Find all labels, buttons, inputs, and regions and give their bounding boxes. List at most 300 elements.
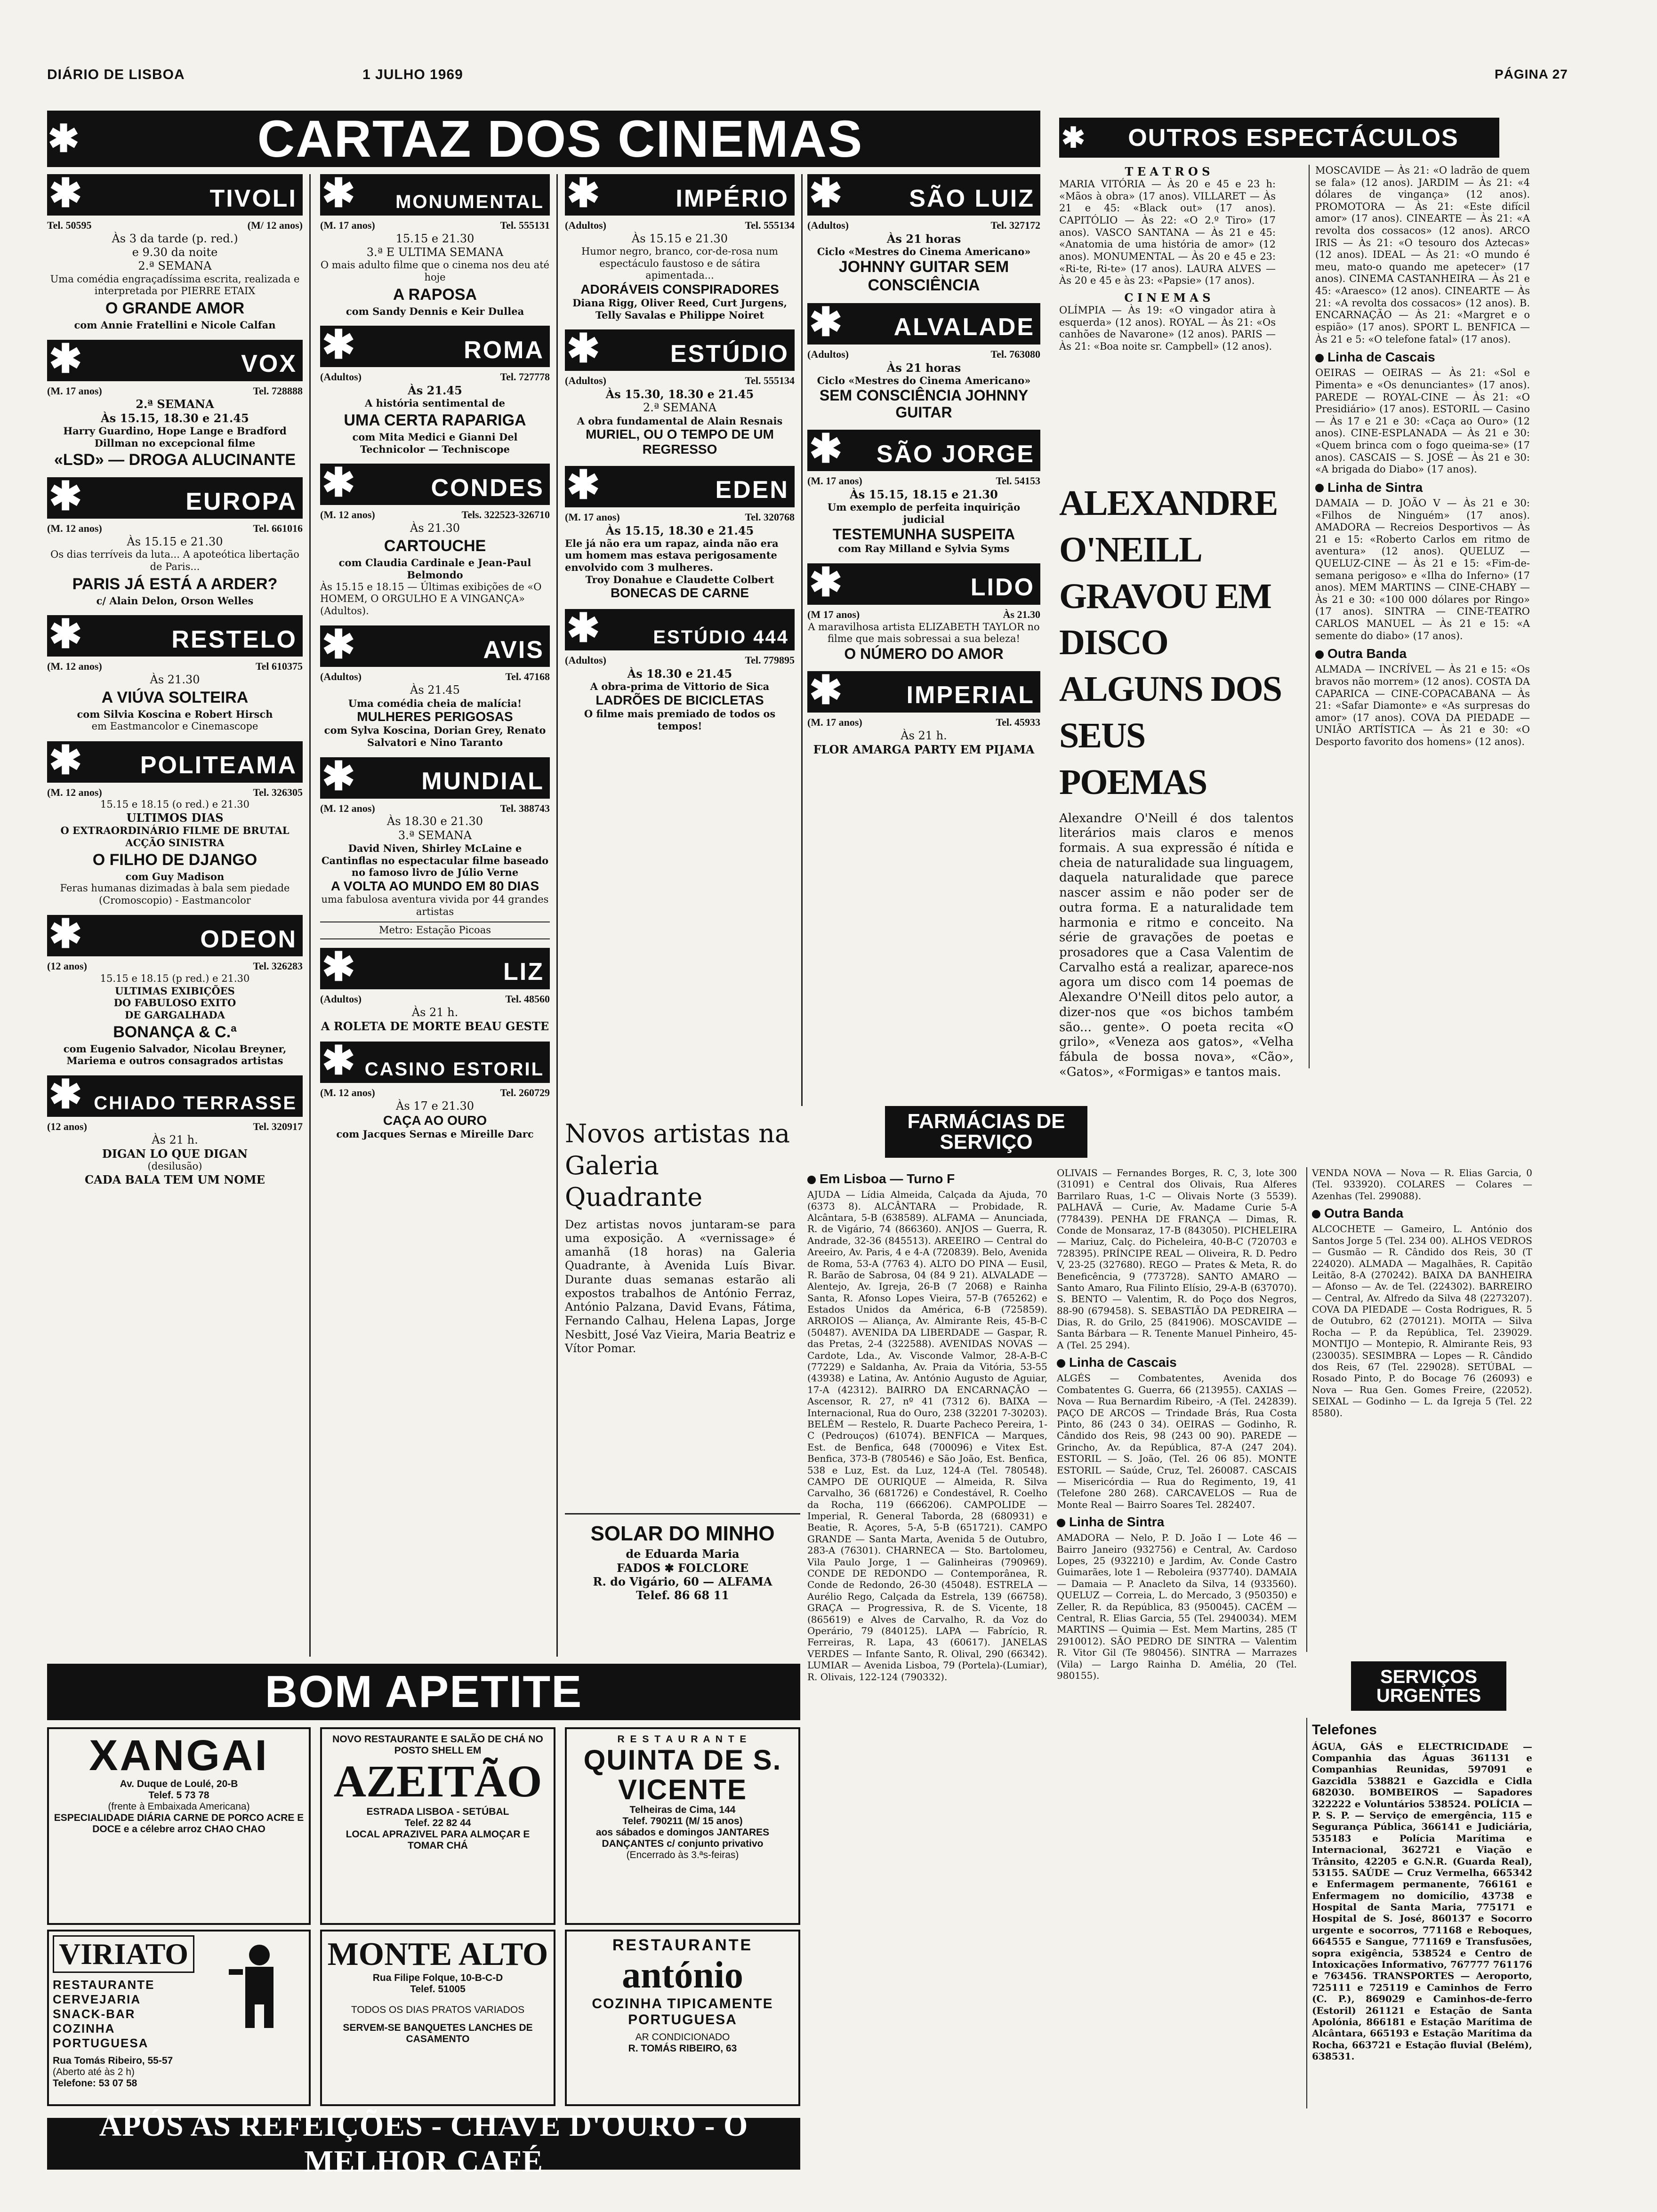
cinema-tel: Tel. 47168 [505,671,550,683]
film-title: JOHNNY GUITAR SEM CONSCIÊNCIA [838,257,1009,294]
farmacias-header: FARMÁCIAS DE SERVIÇO [885,1106,1087,1158]
cinema-tel: Tel. 48560 [505,993,550,1005]
film-title: ADORÁVEIS CONSPIRADORES [580,281,779,297]
cinema-chiado [47,1072,303,1186]
viriato-desc: RESTAURANTE CERVEJARIA SNACK-BAR COZINHA PORTUGUESA [53,1978,155,2050]
montealto-name: MONTE ALTO [327,1936,548,1972]
film-title: O FILHO DE DJANGO [92,850,257,869]
film-title: BONECAS DE CARNE [610,585,749,601]
film-cast: Harry Guardino, Hope Lange e Bradford Dillman no excepcional filme [63,425,287,449]
cinema-desc: Um exemplo de perfeita inquirição judicial [827,501,1021,525]
cinema-age: (Adultos) [565,219,607,231]
asterisk-icon: ✱ [809,426,843,471]
film-title: CADA BALA TEM UM NOME [85,1172,265,1186]
cinema-tel: Tel 610375 [255,660,303,673]
quinta-name: QUINTA DE S. VICENTE [583,1744,782,1805]
cinema-desc: ULTIMAS EXIBIÇÕES [115,985,235,997]
cinema-age: (12 anos) [47,960,87,972]
solar-ad [565,1513,800,1654]
cinema-times: Às 15.30, 18.30 e 21.45 [605,387,754,401]
cinema-mundial [320,753,550,939]
asterisk-icon: ✱ [809,299,843,344]
cartaz-banner [47,111,1040,167]
cascais-list: ALGÉS — Combatentes, Avenida dos Combatentes G. Guerra, 66 (213955). CAXIAS — Nova — Rua Bernardim Ribeiro, -A (Tel. 242839). PAÇO DE ARCOS — Trindade Brás, Rua Costa Pinto, 86 (243 0 34). OEIRAS — Godinho, R. Cândido dos Reis, 98 (243 00 90). PAREDE — Grincho, Av. da República, 87-A (247 204). ESTORIL — S. João, (Tel. 26 06 85). MONTE ESTORIL — Saúde, Cruz, Tel. 260087. CASCAIS — Misericórdia — Rua do Regimento, 19, 41 (Telefone 280 268). CARCAVELOS — Rua de Monte Real — Bairro Soares Tel. 282407. [1057,1372,1297,1510]
viriato-tel: Telefone: 53 07 58 [53,2078,137,2089]
film-title: O NÚMERO DO AMOR [844,645,1004,662]
urgentes-column [1306,1718,1532,2108]
cinema-desc: Uma comédia engraçadíssima escrita, realizada e interpretada por PIERRE ETAIX [50,273,300,297]
cinema-tel: Tel. 763080 [990,348,1040,360]
cinema-times: Às 21 horas [886,361,961,375]
cinema-tel: Tel. 555131 [500,219,550,231]
film-cast: com Silvia Koscina e Robert Hirsch [77,708,273,721]
asterisk-icon: ✱ [48,118,80,160]
cinema-name: LIDO [970,574,1035,601]
cinema-times: Às 15.15 e 21.30 [631,232,728,245]
cinema-desc: Uma comédia cheia de malícia! [348,697,522,709]
cinema-age: (12 anos) [47,1120,87,1132]
asterisk-icon: ✱ [567,326,600,371]
cinema-desc: Ciclo «Mestres do Cinema Americano» [817,246,1031,258]
cinema-name: EDEN [715,476,789,504]
film-title: CAÇA AO OURO [383,1113,487,1128]
issue-date: 1 JULHO 1969 [362,67,463,82]
sintra-list: DAMAIA — D. JOÃO V — Às 21 e 30: «Filhos de Ninguém» (17 anos). AMADORA — Recreios Desportivos — Às 21 e 15: «Roberto Carlos em ritmo de aventura» (12 anos). QUELUZ — QUELUZ-CINE — Às 21 e 15: «Fim-de-semana perigoso» e «Ilha do Inferno» (17 anos). MEM MARTINS — CINE-CHABY — Às 21 e 30: «100 000 dólares por Ringo» (17 anos). SINTRA — CINE-TEATRO CARLOS MANUEL — Às 21 e 15: «A semente do diabo» (17 anos). [1315,497,1530,641]
cinema-age: (Adultos) [565,654,607,666]
cinema-times: e 9.30 da noite [132,246,218,259]
cinema-times: Às 21.45 [408,384,462,398]
cinema-tel: Tel. 54153 [996,475,1040,487]
solar-owner: de Eduarda Maria [626,1547,740,1561]
sintra-heading: Linha de Sintra [1327,480,1423,495]
cinema-name: CASINO ESTORIL [364,1059,544,1080]
solar-title: SOLAR DO MINHO [590,1522,775,1545]
cinema-desc: Ele já não era um rapaz, ainda não era um homem mas estava perigosamente envolvido com 3 mulheres. [565,537,779,573]
quinta-addr: Telheiras de Cima, 144 [629,1804,736,1815]
viriato-ad [47,1930,311,2106]
azeitao-road: ESTRADA LISBOA - SETÚBAL [366,1806,509,1817]
asterisk-icon: ✱ [809,560,843,604]
bullet-icon [1315,650,1324,659]
montealto-tel: Telef. 51005 [410,1984,466,1995]
cinema-age: (Adultos) [565,375,607,387]
cinema-eden [565,462,795,601]
cinema-age: (M. 17 anos) [807,475,862,487]
asterisk-icon: ✱ [322,622,355,667]
bullet-icon [1315,484,1324,492]
apetite-title: BOM APETITE [265,1667,583,1717]
cinema-avis [320,622,550,748]
outros-cinema-list: MOSCAVIDE — Às 21: «O ladrão de quem se fala» (12 anos). JARDIM — Às 21: «4 dólares de vingança» (12 anos). PROMOTORA — Às 21: «Este difícil amor» (17 anos). CINEARTE — Às 21: «A revolta dos cossacos» (12 anos). ARCO IRIS — Às 21: «O tesouro dos Aztecas» (12 anos). IDEAL — Às 21: «O mundo é meu, mato-o quando me apetecer» (17 anos). CINEMA CASTANHEIRA — Às 21 e 45: «Araesco» (12 anos). CINEARTE — Às 21: «A revolta dos cossacos» (12 anos). B. ENCARNAÇÃO — Às 21: «Margret e o espião» (17 anos). SPORT L. BENFICA — Às 21 e 5: «O telefone fatal» (17 anos). [1315,165,1530,345]
article-title: Novos artistas na Galeria Quadrante [565,1119,790,1212]
cinema-times: Às 15.15 e 21.30 [127,535,223,549]
sintra-heading: Linha de Sintra [1069,1515,1165,1530]
cinema-tel: Tels. 322523-326710 [461,509,550,521]
cinema-tel: Tel. 555134 [745,219,795,231]
cinema-age: (Adultos) [320,671,362,683]
azeitao-desc: LOCAL APRAZIVEL PARA ALMOÇAR E TOMAR CHÁ [346,1828,530,1851]
outros-title: OUTROS ESPECTÁCULOS [1128,124,1459,152]
cinema-column-4 [807,171,1040,1087]
cinema-desc: DO FABULOSO EXITO [113,997,236,1009]
asterisk-icon: ✱ [49,912,82,956]
quinta-desc: aos sábados e domingos JANTARES DANÇANTES c/ conjunto privativo [595,1827,770,1849]
article-body: Alexandre O'Neill é dos talentos literários mais claros e menos formais. A sua expressão é nítida e cheia de naturalidade sua linguagem, daquela naturalidade que parece nascer assim e não poder ser de outra forma. E a naturalidade tem harmonia e ritmo e conceito. Na série de gravações de poetas e prosadores que a Casa Valentim de Carvalho está a realizar, aparece-nos agora um disco com 14 poemas de Alexandre O'Neill ditos pelo autor, a dizer-nos que «os bichos também são... gente». O poeta recita «O grilo», «Veneza aos gatos», «Velha fábula de bossa nova», «Cão», «Gatos», «Formigas» e tantos mais. [1059,811,1294,1079]
banda-heading: Outra Banda [1324,1206,1404,1221]
cinema-desc: uma fabulosa aventura vivida por 44 grandes artistas [321,893,549,917]
asterisk-icon: ✱ [49,474,82,519]
film-title: TESTEMUNHA SUSPEITA [832,525,1015,543]
asterisk-icon: ✱ [322,753,355,798]
cinema-age: (M. 12 anos) [320,509,375,521]
cinema-saoluiz [807,171,1040,295]
quinta-ad [565,1727,800,1925]
quinta-top: R E S T A U R A N T E [617,1734,748,1745]
cinema-politeama [47,737,303,907]
cinema-desc: O filme mais premiado de todos os tempos! [584,708,776,732]
antonio-top: RESTAURANTE [612,1936,753,1954]
cinema-desc: DE GARGALHADA [125,1009,225,1021]
cinema-name: ODEON [200,925,297,953]
cinema-name: ROMA [464,336,544,364]
cinema-tel: Tel. 728888 [253,385,303,397]
cinema-name: IMPÉRIO [676,184,789,212]
cinema-age: (M/ 12 anos) [247,219,303,231]
bullet-icon [807,1176,816,1184]
cinema-estudio [565,326,795,457]
xangai-ad [47,1727,311,1925]
cinema-age: (Adultos) [807,348,849,360]
cinema-desc: A obra fundamental de Alain Resnais [577,415,783,427]
cinema-times: Às 21 h. [901,729,947,742]
film-cast: com Sylva Koscina, Dorian Grey, Renato Salvatori e Nino Taranto [324,724,546,748]
cinema-estudio444 [565,606,795,732]
article-title: ALEXANDRE O'NEILL GRAVOU EM DISCO ALGUNS DOS SEUS POEMAS [1059,483,1281,802]
oneill-article [1059,480,1299,1079]
metro-note: Metro: Estação Picoas [320,922,550,939]
asterisk-icon: ✱ [567,171,600,215]
cinema-name: CHIADO TERRASSE [94,1093,297,1114]
cinema-tel: Tel. 320768 [745,511,795,523]
film-title: CARTOUCHE [384,537,486,555]
cinema-age: (M. 12 anos) [320,802,375,814]
urgentes-header: SERVIÇOS URGENTES [1351,1661,1506,1711]
cinema-tel: Tel. 661016 [253,522,303,535]
film-format: em Eastmancolor e Cinemascope [91,720,258,732]
cinema-europa [47,474,303,607]
azeitao-top: NOVO RESTAURANTE E SALÃO DE CHÁ NO POSTO SHELL EM [332,1734,543,1756]
cinema-tel: Tel. 50595 [47,219,92,231]
telefones-heading: Telefones [1312,1722,1377,1738]
cinema-name: CONDES [431,474,544,502]
cinema-name: AVIS [483,636,544,664]
film-cast: com Annie Fratellini e Nicole Calfan [74,319,276,331]
cinema-desc: Os dias terríveis da luta... A apoteótica libertação de Paris... [50,549,299,572]
asterisk-icon: ✱ [49,1072,82,1116]
article-body: Dez artistas novos juntaram-se para uma exposição. A «vernissage» é amanhã (18 horas) na Galeria Quadrante, à Avenida Luís Bivar. Durante duas semanas estarão ali expostos trabalhos de António Ferraz, António Palzana, David Evans, Fátima, Fernando Calhau, Helena Lapas, Jorge Nesbitt, José Vaz Vieira, Maria Beatriz e Vítor Pomar. [565,1218,796,1355]
cinema-lido [807,560,1040,663]
cinema-desc: Ciclo «Mestres do Cinema Americano» [817,374,1031,386]
antonio-ad [565,1930,800,2106]
antonio-ac: AR CONDICIONADO [635,2032,730,2043]
film-cast: c/ Alain Delon, Orson Welles [96,594,254,607]
film-cast: Diana Rigg, Oliver Reed, Curt Jurgens, Telly Savalas e Philippe Noiret [572,297,787,321]
outros-column-2 [1309,165,1530,1068]
bullet-icon [1057,1359,1065,1368]
cinema-name: SÃO LUIZ [909,184,1035,212]
montealto-addr: Rua Filipe Folque, 10-B-C-D [372,1972,503,1983]
xangai-desc: ESPECIALIDADE DIÁRIA CARNE DE PORCO ACRE E DOCE e a célebre arroz CHAO CHAO [54,1812,304,1835]
cinema-times: 15.15 e 18.15 (o red.) e 21.30 [100,799,249,810]
montealto-ad [320,1930,555,2106]
cinema-name: ESTÚDIO 444 [653,626,789,648]
cinema-age: (M. 17 anos) [320,219,375,231]
cinema-name: LIZ [503,958,544,986]
cinema-name: POLITEAMA [140,752,297,779]
cinemas-heading: C I N E M A S [1124,290,1211,305]
cinema-imperio [565,171,795,321]
cinema-desc: Feras humanas dizimadas à bala sem piedade [60,882,290,894]
cascais-heading: Linha de Cascais [1327,350,1435,365]
cinema-name: RESTELO [171,625,297,653]
solar-fados: FADOS ✱ FOLCLORE [616,1561,749,1575]
cinema-odeon [47,912,303,1067]
cinema-times: 15.15 e 21.30 [395,232,475,245]
cinema-times: Às 3 da tarde (p. red.) [112,232,238,245]
cinema-age: (M. 12 anos) [47,522,102,535]
azeitao-name: AZEITÃO [333,1756,542,1806]
asterisk-icon: ✱ [322,460,355,505]
cinema-tel: Tel. 327172 [990,219,1040,231]
film-subtitle: (desilusão) [147,1161,202,1172]
cinema-tel: Tel. 555134 [745,375,795,387]
cinema-desc: A história sentimental de [365,397,505,409]
cinema-age: (M. 12 anos) [47,786,102,798]
quinta-note: (Encerrado às 3.ªs-feiras) [626,1850,739,1860]
cinema-name: ESTÚDIO [670,340,789,368]
farmacias-column-2 [1057,1167,1302,2108]
cinema-column-3 [565,171,803,1106]
cinema-days: ULTIMOS DIAS [126,811,224,825]
film-title: MULHERES PERIGOSAS [357,709,513,724]
outros-column-1 [1059,165,1280,480]
cinema-times: Às 21.30 [410,521,460,535]
cinema-week: 2.ª SEMANA [136,397,214,411]
cinema-age: (Adultos) [320,371,362,383]
asterisk-icon: ✱ [567,606,600,650]
film-cast: com Sandy Dennis e Keir Dullea [346,305,524,317]
film-title: A RAPOSA [393,285,477,304]
banda-heading: Outra Banda [1327,646,1407,661]
asterisk-icon: ✱ [567,462,600,507]
cinema-monumental [320,171,550,317]
cinema-tel: Tel. 727778 [500,371,550,383]
xangai-note: (frente à Embaixada Americana) [108,1801,250,1812]
cinema-tel: Tel. 45933 [996,716,1040,728]
xangai-tel: Telef. 5 73 78 [148,1789,209,1801]
cinema-name: ALVALADE [893,313,1035,341]
film-title: SEM CONSCIÊNCIA JOHNNY GUITAR [819,386,1029,421]
cinema-times: Às 15.15, 18.30 e 21.45 [605,523,754,537]
cinema-week: 2.ª SEMANA [138,259,212,273]
cinema-times: 15.15 e 18.15 (p red.) e 21.30 [100,973,250,985]
film-cast: com Mita Medici e Gianni Del Technicolor — Techniscope [352,431,518,455]
asterisk-icon: ✱ [1061,121,1086,153]
cinema-name: IMPERIAL [906,681,1035,709]
film-cast: com Guy Madison [125,870,225,882]
montealto-desc2: SERVEM-SE BANQUETES LANCHES DE CASAMENTO [343,2022,533,2044]
cinema-roma [320,322,550,455]
cinema-age: (M. 12 anos) [320,1087,375,1099]
solar-address: R. do Vigário, 60 — ALFAMA [593,1574,772,1588]
film-title: UMA CERTA RAPARIGA [344,411,526,429]
cinema-saojorge [807,426,1040,555]
antonio-desc: COZINHA TIPICAMENTE PORTUGUESA [592,1996,773,2028]
cinema-column-2 [320,171,558,1657]
film-title: «LSD» — DROGA ALUCINANTE [54,451,296,469]
cinema-tel: Tel. 326305 [253,786,303,798]
bullet-icon [1315,354,1324,362]
apetite-banner [47,1664,800,1720]
page-number: PÁGINA 27 [1495,67,1568,81]
cinema-condes [320,460,550,617]
telefones-list: ÁGUA, GÁS e ELECTRICIDADE — Companhia das Águas 361131 e Companhias Reunidas, 597091 e Gazcidla 538821 e Gazcidla e Cidla 682030. BOMBEIROS — Sapadores 322222 e Voluntários 538524. POLÍCIA — P. S. P. — Serviço de emergência, 115 e Segurança Pública, 366141 e Judiciária, 535183 e Polícia Marítima e Internacional, 362721 e Viação e Trânsito, 42205 e G.N.R. (Guarda Real), 53155. SAÚDE — Cruz Vermelha, 665342 e Enfermagem permanente, 766161 e Enfermagem no domicílio, 43738 e Hospital de Santa Maria, 775171 e Hospital de S. José, 860137 e Socorro urgente e socorros, 771168 e Reboques, 664555 e Sangue, 771169 e Transfusões, sopra exigência, 538524 e Centro de Intoxicações Informativo, 767777 761176 e 763456. TRANSPORTES — Aeroporto, 725111 e 725119 e Caminhos de Ferro (C. P.), 869029 e Caminhos-de-ferro (Estoril) 261121 e Estação de Santa Apolónia, 866181 e Estação Marítima de Alcântara, 665193 e Estação Marítima da Rocha, 663721 e Estação fluvial (Belém), 638531. [1312,1740,1532,2062]
viriato-statue-icon [219,1941,299,2030]
banda-list: ALCOCHETE — Gameiro, L. António dos Santos Jorge 5 (Tel. 234 00). ALHOS VEDROS — Gusmão — R. Cândido dos Reis, 30 (T 224020). ALMADA — Magalhães, R. Capitão Leitão, 8-A (270242). BAIXA DA BANHEIRA — Afonso — Av. de Tel. (224302). BARREIRO — Central, Av. Alfredo da Silva 48 (2273207). COVA DA PIEDADE — Costa Rodrigues, R. 5 de Outubro, 62 (270121). MOITA — Silva Rocha — P. da República, Tel. 239029. MONTIJO — Montepio, R. Almirante Reis, 93 (230035). SESIMBRA — Lopes — R. Cândido dos Reis, 67 (Tel. 229028). SETÚBAL — Rosado Pinto, P. do Bocage 76 (26093) e Nova — Rua Gen. Gomes Freire, (22052). SEIXAL — Godinho — L. da Igreja 5 (Tel. 22 8580). [1312,1223,1532,1419]
cinema-tel: Tel. 320917 [253,1120,303,1132]
azeitao-tel: Telef. 22 82 44 [404,1817,471,1828]
cinema-times: Às 18.30 e 21.30 [386,815,483,828]
cinema-times: Às 21.30 [150,673,200,687]
asterisk-icon: ✱ [322,944,355,989]
film-title: PARIS JÁ ESTÁ A ARDER? [72,575,278,593]
viriato-name: VIRIATO [53,1935,194,1973]
cinema-age: (M. 17 anos) [47,385,102,397]
cinema-age: (M. 17 anos) [807,716,862,728]
cinema-age: (M 17 anos) [807,608,860,620]
cinema-name: SÃO JORGE [876,440,1035,468]
film-cast: com Jacques Sernas e Mireille Darc [336,1128,534,1140]
farmacias-column-1 [807,1167,1052,2108]
film-cast: Troy Donahue e Claudette Colbert [585,573,774,585]
cafe-slogan: APÓS AS REFEIÇÕES - CHAVE D'OURO - O MELHOR CAFÉ [99,2108,748,2179]
quinta-tel: Telef. 790211 (M/ 15 anos) [622,1816,743,1827]
cinemas-list: OLÍMPIA — Às 19: «O vingador atira à esquerda» (12 anos). ROYAL — Às 21: «Os canhões de Navarone» (12 anos). PARIS — Às 21: «Boa noite sr. Campbell» (12 anos). [1059,305,1276,352]
montealto-desc1: TODOS OS DIAS PRATOS VARIADOS [351,2004,525,2015]
film-cast: com Eugenio Salvador, Nicolau Breyner, Mariema e outros consagrados artistas [63,1042,287,1067]
xangai-name: XANGAI [89,1731,269,1779]
cinema-restelo [47,612,303,732]
lisboa-list: AJUDA — Lídia Almeida, Calçada da Ajuda, 70 (6373 8). ALCÂNTARA — Probidade, R. Alcântara, 5-B (638589). ALFAMA — Anunciada, R. de Vigário, 74 (866360). ANJOS — Guerra, R. Andrade, 32-36 (845513). AREEIRO — Central do Areeiro, Av. Paris, 4 e 4-A (720839). Belo, Avenida de Roma, 53-A (7763 4). ALTO DO PINA — Eusil, R. Barão de Sabrosa, 04 (84 9 21). ALVALADE — Alentejo, Av. Igreja, 26-B (7 2068) e Rainha Santa, R. Afonso Lopes Vieira, 57-B (765262) e Estados Unidos da América, 6-B (725859). ARROIOS — Aliança, Av. Almirante Reis, 45-B-C (50487). AVENIDA DA LIBERDADE — Gaspar, R. das Pretas, 2-4 (322588). AVENIDAS NOVAS — Cardote, Lda., Av. Visconde Valmor, 28-A-B-C (77229) e Saldanha, Av. Praia da Vitória, 53-55 (43938) e Latina, Av. António Augusto de Aguiar, 17-A (42312). BAIRRO DA ENCARNAÇÃO — Ascensor, R. 27, nº 41 (7312 6). BAIXA — Internacional, Rua do Ouro, 238 (32201 7-30203). BELÉM — Restelo, R. Duarte Pacheco Pereira, 1-C (Pedrouços) (61074). BENFICA — Marques, Est. de Benfica, 648 (700096) e Vitex Est. Benfica, 373-B (780546) e São João, Est. Benfica, 538 e Luz, Est. da Luz, 124-A (Tel. 780548). CAMPO DE OURIQUE — Almeida, R. Silva Carvalho, 36 (681726) e Condestável, R. Coelho da Rocha, 119 (666206). CAMPOLIDE — Imperial, R. General Taborda, 28 (680931) e Beatie, R. Açores, 5-A, 5-B (651721). CAMPO GRANDE — Santa Marta, Avenida 5 de Outubro, 283-A (76301). CHARNECA — Sto. Bartolomeu, Vila Paulo Jorge, 1 — Galinheiras (790969). CONDE DE REDONDO — Contemporânea, R. Conde de Redondo, 26-30 (45048). ESTRELA — Aurélio Rego, Calçada da Estrela, 139 (66758). GRAÇA — Progressiva, R. de S. Vicente, 18 (865619) e Alves de Carvalho, R. da Voz do Operário, 79 (840125). LAPA — Fabrício, R. Ferreiras, R. Lapa, 43 (60617). JANELAS VERDES — Infante Santo, R. Olival, 290 (66342). LUMIAR — Avenida Lisboa, 79 (Portela)-(Lumiar), R. Olivais, 122-124 (790332). [807,1189,1047,1683]
cinema-times: Às 17 e 21.30 [396,1099,474,1113]
film-title: A VOLTA AO MUNDO EM 80 DIAS [330,878,539,893]
antonio-name: antónio [622,1955,743,1996]
film-title: A ROLETA DE MORTE BEAU GESTE [321,1019,549,1033]
cinema-column-1 [47,171,311,1657]
film-title: MURIEL, OU O TEMPO DE UM REGRESSO [586,427,774,457]
film-title: FLOR AMARGA PARTY EM PIJAMA [813,742,1035,756]
cinema-name: VOX [241,350,297,378]
paper-name: DIÁRIO DE LISBOA [47,67,185,82]
outros-banner [1059,118,1499,158]
film-title: LADRÕES DE BICICLETAS [595,693,764,708]
cinema-times: Às 21.30 [1003,608,1040,620]
cinema-times: Às 15.15, 18.30 e 21.45 [101,411,249,425]
asterisk-icon: ✱ [49,612,82,657]
cinema-imperial [807,667,1040,756]
cinema-vox [47,336,303,469]
cinema-desc: A obra-prima de Vittorio de Sica [590,681,770,693]
cinema-times: Às 21.45 [410,683,460,697]
cascais-list: OEIRAS — OEIRAS — Às 21: «Sol e Pimenta» e «Os denunciantes» (17 anos). PAREDE — ROYAL-CINE — Às 21: «O Presidiário» (17 anos). ESTORIL — Casino — Às 17 e 21 e 30: «Caça ao Ouro» (12 anos). CINE-ESPLANADA — Às 21 e 30: «Quem brinca com o fogo queima-se» (17 anos). CASCAIS — S. JOSÉ — Às 21 e 30: «A brigada do Diabo» (17 anos). [1315,367,1530,475]
cinema-desc: O mais adulto filme que o cinema nos deu até hoje [320,259,550,283]
film-title: DIGAN LO QUE DIGAN [102,1147,248,1161]
farmacias-column-3 [1306,1167,1532,1652]
asterisk-icon: ✱ [322,171,355,215]
cinema-tel: Tel. 326283 [253,960,303,972]
teatros-list: MARIA VITÓRIA — Às 20 e 45 e 23 h: «Mãos à obra» (17 anos). VILLARET — Às 21 e 45: «Black out» (17 anos). CAPITÓLIO — Às 22: «O 2.º Tiro» (17 anos). VASCO SANTANA — Às 21 e 45: «Anatomia de uma história de amor» (12 anos). MONUMENTAL — Às 20 e 45 e 23: «Ri-te, Ri-te» (17 anos). LAURA ALVES — Às 20 e 45 e às 23: «Papsie» (17 anos). [1059,178,1276,287]
teatros-heading: T E A T R O S [1125,165,1210,178]
asterisk-icon: ✱ [49,171,82,215]
cinema-tivoli [47,171,303,331]
cinema-times: Às 15.15, 18.15 e 21.30 [850,488,998,502]
cinema-times: Às 21 horas [886,232,961,246]
cinema-week: 3.ª E ULTIMA SEMANA [366,246,504,259]
sintra-list-cont: VENDA NOVA — Nova — R. Elias Garcia, 0 (Tel. 933920). COLARES — Colares — Azenhas (Tel. 299088). [1312,1167,1532,1202]
cinema-week: 3.ª SEMANA [398,828,472,842]
film-cast: David Niven, Shirley McLaine e Cantinflas no espectacular filme baseado no famoso livro de Júlio Verne [321,842,549,879]
asterisk-icon: ✱ [809,171,843,215]
cafe-footer [47,2108,800,2179]
cinema-desc: Às 15.15 e 18.15 — Últimas exibições de «O HOMEM, O ORGULHO E A VINGANÇA» (Adultos). [320,581,542,617]
cinema-age: (Adultos) [320,993,362,1005]
cinema-week: 2.ª SEMANA [643,401,717,415]
cinema-desc: O EXTRAORDINÁRIO FILME DE BRUTAL ACÇÃO SINISTRA [60,825,290,849]
cinema-liz [320,944,550,1033]
azeitao-ad [320,1727,555,1925]
asterisk-icon: ✱ [809,667,843,712]
viriato-addr: Rua Tomás Ribeiro, 55-57 [53,2055,173,2066]
film-cast: com Ray Milland e Sylvia Syms [838,543,1010,555]
cinema-times: Às 21 h. [152,1133,198,1146]
cinema-tel: Tel. 779895 [745,654,795,666]
asterisk-icon: ✱ [322,1038,355,1083]
cinema-desc: Humor negro, branco, cor-de-rosa num espectáculo faustoso e de sátira apimentada... [581,246,778,281]
film-title: O GRANDE AMOR [105,299,245,317]
cinema-name: MUNDIAL [421,768,544,795]
cinema-age: (Adultos) [807,219,849,231]
film-title: A VIÚVA SOLTEIRA [101,689,249,707]
cinema-name: MONUMENTAL [395,192,544,213]
solar-tel: Telef. 86 68 11 [636,1588,729,1603]
cinema-times: Às 21 h. [411,1005,458,1019]
cinema-age: (M. 17 anos) [565,511,620,523]
film-cast: com Claudia Cardinale e Jean-Paul Belmondo [338,557,531,581]
xangai-addr: Av. Duque de Loulé, 20-B [120,1778,238,1789]
cinema-times: Às 18.30 e 21.45 [627,667,732,681]
cinema-name: EUROPA [185,488,297,515]
asterisk-icon: ✱ [49,737,82,782]
asterisk-icon: ✱ [49,336,82,381]
galeria-article [565,1118,800,1381]
cinema-name: TIVOLI [209,184,297,212]
cinema-estoril [320,1038,550,1140]
bullet-icon [1057,1519,1065,1527]
film-format: (Cromoscopio) - Eastmancolor [99,894,251,906]
asterisk-icon: ✱ [322,322,355,367]
bullet-icon [1312,1210,1320,1218]
cinema-age: (M. 12 anos) [47,660,102,673]
